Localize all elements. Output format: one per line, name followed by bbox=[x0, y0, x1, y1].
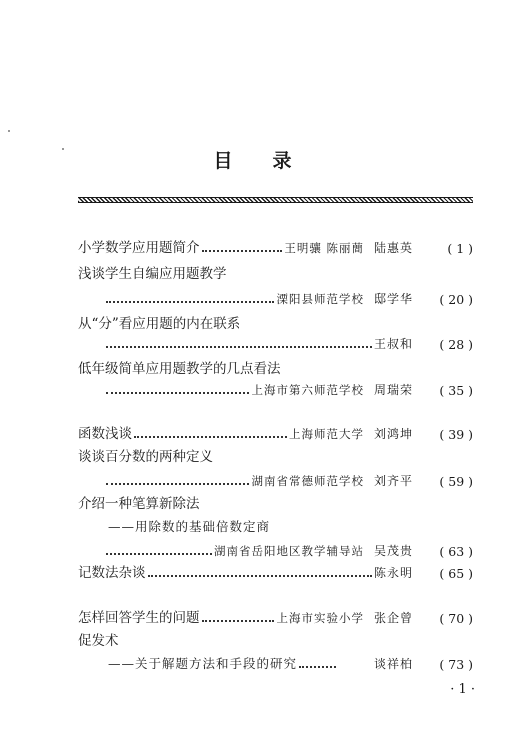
entry-author: 陈永明 bbox=[373, 566, 413, 580]
leader-dots bbox=[202, 620, 275, 622]
entry-page: ( 59 ) bbox=[439, 474, 473, 489]
toc-entry[interactable] bbox=[78, 559, 473, 581]
entry-title: 浅谈学生自编应用题教学 bbox=[78, 266, 227, 282]
entry-title: 介绍一种笔算新除法 bbox=[78, 496, 200, 512]
entry-author: 吴茂贵 bbox=[373, 544, 413, 558]
entry-page: ( 73 ) bbox=[439, 657, 473, 672]
toc-entry-detail[interactable] bbox=[78, 537, 473, 559]
leader-dots bbox=[106, 346, 372, 348]
entry-subtitle: ——关于解题方法和手段的研究 bbox=[108, 656, 298, 671]
toc-entry[interactable] bbox=[78, 355, 473, 377]
leader-dots bbox=[202, 250, 283, 252]
entry-title: 怎样回答学生的问题 bbox=[78, 610, 200, 626]
decorative-rule bbox=[78, 197, 473, 203]
leader-dots bbox=[106, 483, 249, 485]
entry-title: 记数法杂谈 bbox=[78, 565, 146, 581]
entry-affiliation: 湖南省岳阳地区教学辅导站 bbox=[213, 544, 364, 558]
entry-affiliation: 上海市第六师范学校 bbox=[251, 383, 364, 397]
entry-affiliation: 湖南省常德师范学校 bbox=[251, 474, 364, 488]
toc-entry-subtitle[interactable] bbox=[78, 513, 473, 535]
entry-title: 小学数学应用题简介 bbox=[78, 240, 200, 256]
toc-entry[interactable] bbox=[78, 260, 473, 282]
toc-entry-detail[interactable] bbox=[78, 330, 473, 352]
entry-affiliation: 上海市实验小学 bbox=[276, 611, 364, 625]
leader-dots bbox=[148, 575, 372, 577]
toc-entry[interactable] bbox=[78, 234, 473, 256]
entry-page: ( 20 ) bbox=[439, 292, 473, 307]
toc-entry[interactable] bbox=[78, 627, 473, 649]
entry-page: ( 63 ) bbox=[439, 544, 473, 559]
scan-speck bbox=[8, 130, 10, 132]
entry-subtitle: ——用除数的基础倍数定商 bbox=[108, 519, 271, 534]
entry-affiliation: 王明骧 陈丽蕳 bbox=[284, 241, 364, 255]
entry-title: 函数浅谈 bbox=[78, 426, 132, 442]
page-title bbox=[0, 146, 505, 173]
toc-entry[interactable] bbox=[78, 310, 473, 332]
leader-dots bbox=[106, 392, 249, 394]
entry-page: ( 65 ) bbox=[439, 566, 473, 581]
entry-title: 促发术 bbox=[78, 633, 119, 649]
entry-page: ( 28 ) bbox=[439, 337, 473, 352]
toc-entry[interactable] bbox=[78, 490, 473, 512]
leader-dots bbox=[106, 301, 274, 303]
toc-entry[interactable] bbox=[78, 420, 473, 442]
entry-affiliation: 溧阳县师范学校 bbox=[276, 292, 364, 306]
entry-page: ( 39 ) bbox=[439, 427, 473, 442]
toc-entry-detail[interactable] bbox=[78, 285, 473, 307]
entry-page: ( 35 ) bbox=[439, 383, 473, 398]
toc-entry-detail[interactable] bbox=[78, 376, 473, 398]
entry-author: 周瑞荣 bbox=[373, 383, 413, 397]
entry-title: 从“分”看应用题的内在联系 bbox=[78, 316, 241, 332]
entry-affiliation: 上海师范大学 bbox=[288, 427, 364, 441]
leader-dots bbox=[299, 666, 335, 668]
leader-dots bbox=[106, 553, 212, 555]
entry-author: 谈祥柏 bbox=[373, 657, 413, 671]
entry-author: 王叔和 bbox=[373, 337, 413, 351]
entry-author: 陆惠英 bbox=[373, 241, 413, 255]
entry-page: ( 1 ) bbox=[447, 241, 473, 256]
entry-author: 刘齐平 bbox=[373, 474, 413, 488]
entry-author: 刘鸿坤 bbox=[373, 427, 413, 441]
leader-dots bbox=[134, 436, 287, 438]
title-char-right: 录 bbox=[272, 150, 292, 172]
entry-author: 邸学华 bbox=[373, 292, 413, 306]
entry-page: ( 70 ) bbox=[439, 611, 473, 626]
entry-author: 张企曾 bbox=[373, 611, 413, 625]
toc-entry-detail[interactable] bbox=[78, 467, 473, 489]
page-number: · 1 · bbox=[450, 682, 475, 697]
toc-entry[interactable] bbox=[78, 443, 473, 465]
title-char-left: 目 bbox=[213, 150, 233, 172]
entry-title: 低年级简单应用题教学的几点看法 bbox=[78, 361, 281, 377]
toc-entry[interactable] bbox=[78, 604, 473, 626]
toc-entry-subtitle[interactable] bbox=[78, 650, 473, 672]
entry-title: 谈谈百分数的两种定义 bbox=[78, 449, 213, 465]
